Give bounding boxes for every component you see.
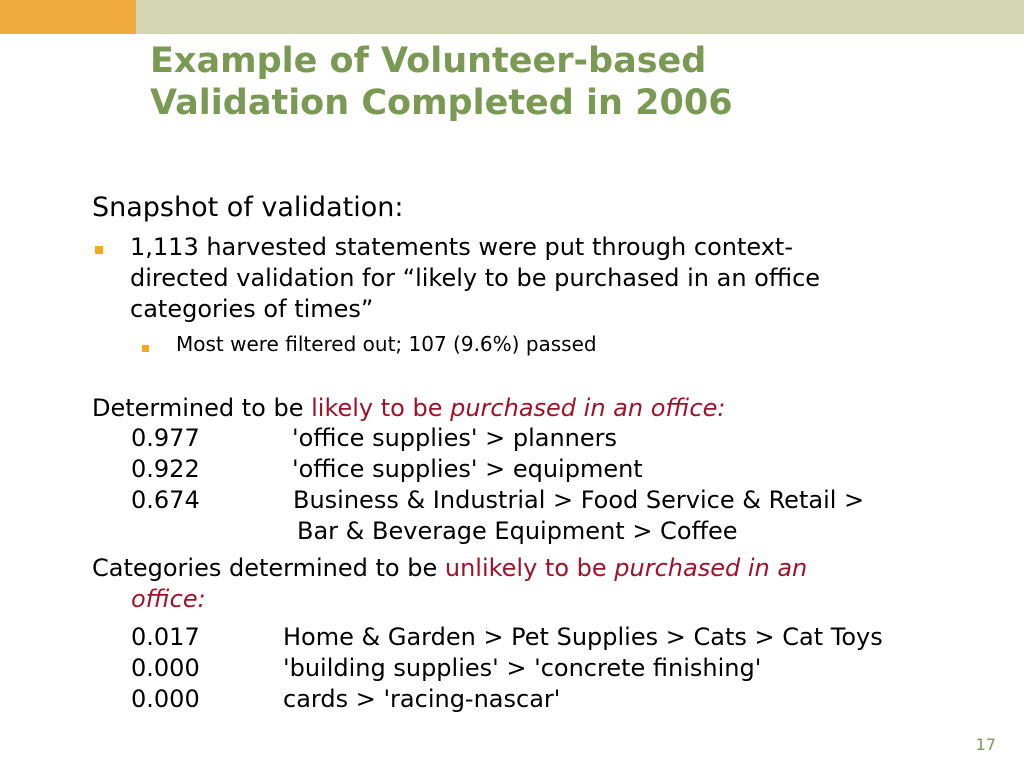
sub-bullet-square-icon bbox=[142, 345, 149, 352]
slide-title bbox=[150, 40, 990, 124]
likely-prefix: Determined to be bbox=[92, 394, 312, 422]
row-score: 0.017 bbox=[131, 623, 200, 651]
likely-highlight: likely to be bbox=[311, 394, 451, 422]
row-score: 0.977 bbox=[131, 424, 200, 452]
bullet-1-line: categories of times” bbox=[130, 295, 374, 323]
top-band bbox=[136, 0, 1024, 34]
bullet-square-icon bbox=[95, 246, 103, 254]
likely-highlight-italic: purchased in an office: bbox=[450, 394, 726, 422]
likely-row-continuation: Bar & Beverage Equipment > Coffee bbox=[297, 517, 738, 545]
row-category: 'office supplies' > planners bbox=[292, 424, 617, 452]
row-category: cards > 'racing-nascar' bbox=[283, 685, 561, 713]
bullet-1-text bbox=[130, 232, 970, 325]
bullet-1-line: 1,113 harvested statements were put through context- bbox=[130, 233, 793, 261]
row-category: Home & Garden > Pet Supplies > Cats > Cat Toys bbox=[283, 623, 883, 651]
row-category: Business & Industrial > Food Service & Retail > bbox=[293, 486, 865, 514]
row-score: 0.922 bbox=[131, 455, 200, 483]
snapshot-heading: Snapshot of validation: bbox=[92, 192, 404, 223]
title-line-1: Example of Volunteer-based bbox=[150, 41, 707, 81]
row-score: 0.674 bbox=[131, 486, 200, 514]
page-number: 17 bbox=[975, 735, 996, 754]
row-score: 0.000 bbox=[131, 654, 200, 682]
bullet-1-line: directed validation for “likely to be purchased in an office bbox=[130, 264, 821, 292]
unlikely-highlight: unlikely to be bbox=[444, 554, 615, 582]
top-accent-block bbox=[0, 0, 136, 34]
sub-bullet-text: Most were filtered out; 107 (9.6%) passed bbox=[176, 332, 597, 356]
row-category: 'office supplies' > equipment bbox=[292, 455, 643, 483]
row-score: 0.000 bbox=[131, 685, 200, 713]
unlikely-highlight-italic: purchased in an bbox=[614, 554, 808, 582]
title-line-2: Validation Completed in 2006 bbox=[150, 83, 733, 123]
unlikely-prefix: Categories determined to be bbox=[92, 554, 445, 582]
likely-heading bbox=[92, 393, 725, 424]
row-category: 'building supplies' > 'concrete finishing' bbox=[283, 654, 762, 682]
unlikely-heading-continuation: office: bbox=[131, 585, 206, 613]
unlikely-heading bbox=[92, 553, 807, 584]
